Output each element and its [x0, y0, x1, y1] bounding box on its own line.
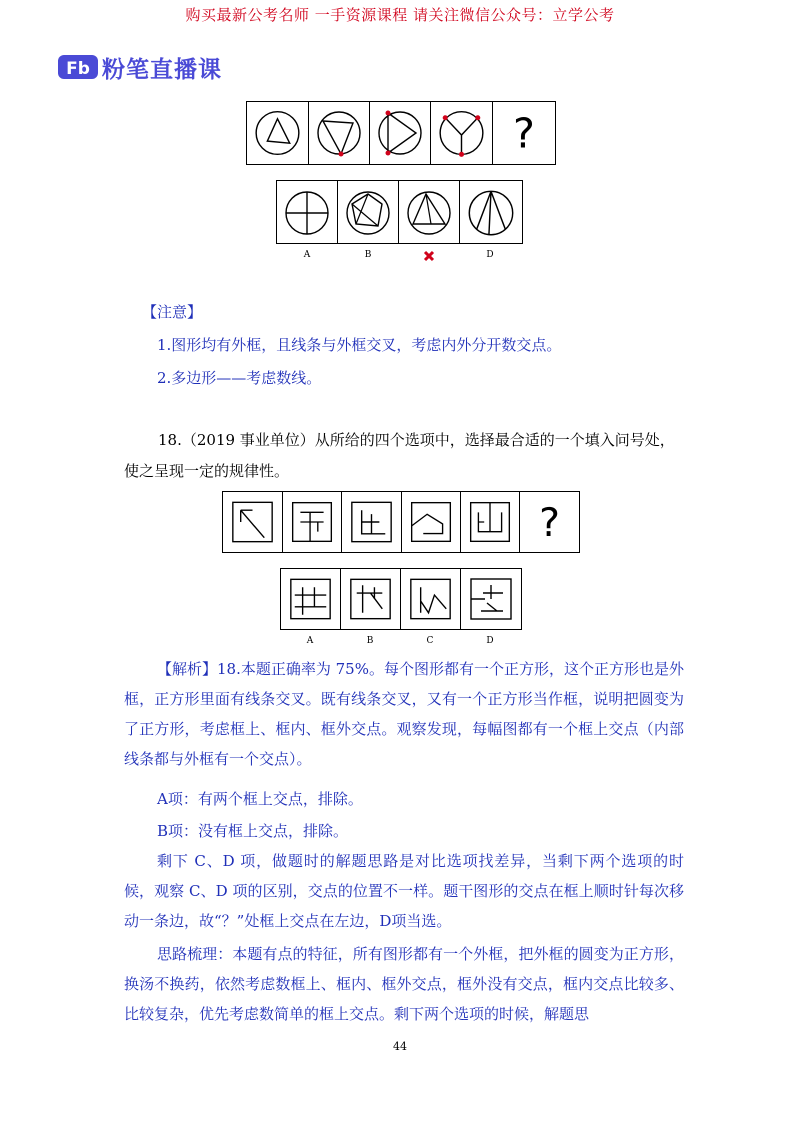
q18-fig-question — [520, 492, 579, 552]
q18-option-figures — [280, 568, 522, 630]
q17-fig-3 — [370, 102, 431, 164]
q17-option-d-fig — [460, 181, 522, 243]
q18-fig-4 — [402, 492, 461, 552]
q17-fig-1 — [247, 102, 309, 164]
q17-stem-figures — [246, 101, 556, 165]
q17-option-a-fig — [277, 181, 338, 243]
analysis-paragraph-4: 剩下 C、D 项，做题时的解题思路是对比选项找差异，当剩下两个选项的时候，观察 C、D 项的区别，交点的位置不一样。题干图形的交点在框上顺时针每次移动一条边，故“？”处框上交点在左边，D项当选。 — [124, 852, 684, 930]
q18-stem-line-1: 18.（2019 事业单位）从所给的四个选项中，选择最合适的一个填入问号处， — [158, 431, 675, 449]
page-number: 44 — [393, 1040, 407, 1053]
q18-option-c-fig — [401, 569, 461, 629]
q17-option-figures — [276, 180, 523, 244]
q18-option-a-fig — [281, 569, 341, 629]
note-item-1: 1.图形均有外框，且线条与外框交叉，考虑内外分开数交点。 — [157, 336, 562, 354]
q18-fig-5 — [461, 492, 520, 552]
q18-label-c: C — [426, 636, 434, 646]
q18-question-mark: ? — [539, 499, 560, 546]
q18-label-b: B — [366, 636, 374, 646]
q17-label-a: A — [303, 250, 311, 260]
q18-option-d-fig — [461, 569, 521, 629]
q18-fig-2 — [283, 492, 342, 552]
analysis-paragraph-5: 思路梳理：本题有点的特征，所有图形都有一个外框，把外框的圆变为正方形，换汤不换药，依然考虑数框上、框内、框外交点，框外没有交点，框内交点比较多、比较复杂，优先考虑数简单的框上交点。剩下两个选项的时候，解题思 — [124, 945, 684, 1023]
q18-stem-figures — [222, 491, 580, 553]
q18-label-d: D — [486, 636, 494, 646]
analysis-option-b: B项：没有框上交点，排除。 — [157, 822, 349, 840]
q17-question-mark: ? — [513, 109, 535, 158]
q17-fig-4 — [431, 102, 493, 164]
q17-option-c-fig — [399, 181, 460, 243]
q17-option-labels — [276, 250, 521, 264]
note-title: 【注意】 — [142, 303, 203, 321]
fenbi-logo — [58, 52, 222, 82]
q17-fig-2 — [309, 102, 370, 164]
analysis-paragraph-1: 【解析】18.本题正确率为 75%。每个图形都有一个正方形，这个正方形也是外框，正方形里面有线条交叉。既有线条交叉，又有一个正方形当作框，说明把圆变为了正方形，考虑框上、框内、框外交点。观察发现，每幅图都有一个框上交点（内部线条都与外框有一个交点）。 — [124, 660, 684, 768]
red-x-icon — [419, 250, 439, 265]
q18-fig-3 — [342, 492, 402, 552]
q17-fig-question — [493, 102, 555, 164]
logo-text: 粉笔直播课 — [102, 56, 222, 83]
q18-fig-1 — [223, 492, 283, 552]
q18-option-labels — [280, 636, 520, 650]
q17-label-b: B — [364, 250, 372, 260]
logo-mark-text: Fb — [66, 59, 90, 79]
q18-label-a: A — [306, 636, 314, 646]
q18-stem-line-2: 使之呈现一定的规律性。 — [124, 462, 290, 480]
q18-option-b-fig — [341, 569, 401, 629]
fb-logo-icon — [58, 52, 98, 82]
note-item-2: 2.多边形——考虑数线。 — [157, 369, 322, 387]
q17-label-d: D — [486, 250, 494, 260]
analysis-option-a: A项：有两个框上交点，排除。 — [157, 790, 363, 808]
top-banner: 购买最新公考名师 一手资源课程 请关注微信公众号：立学公考 — [185, 6, 615, 24]
q17-option-b-fig — [338, 181, 399, 243]
